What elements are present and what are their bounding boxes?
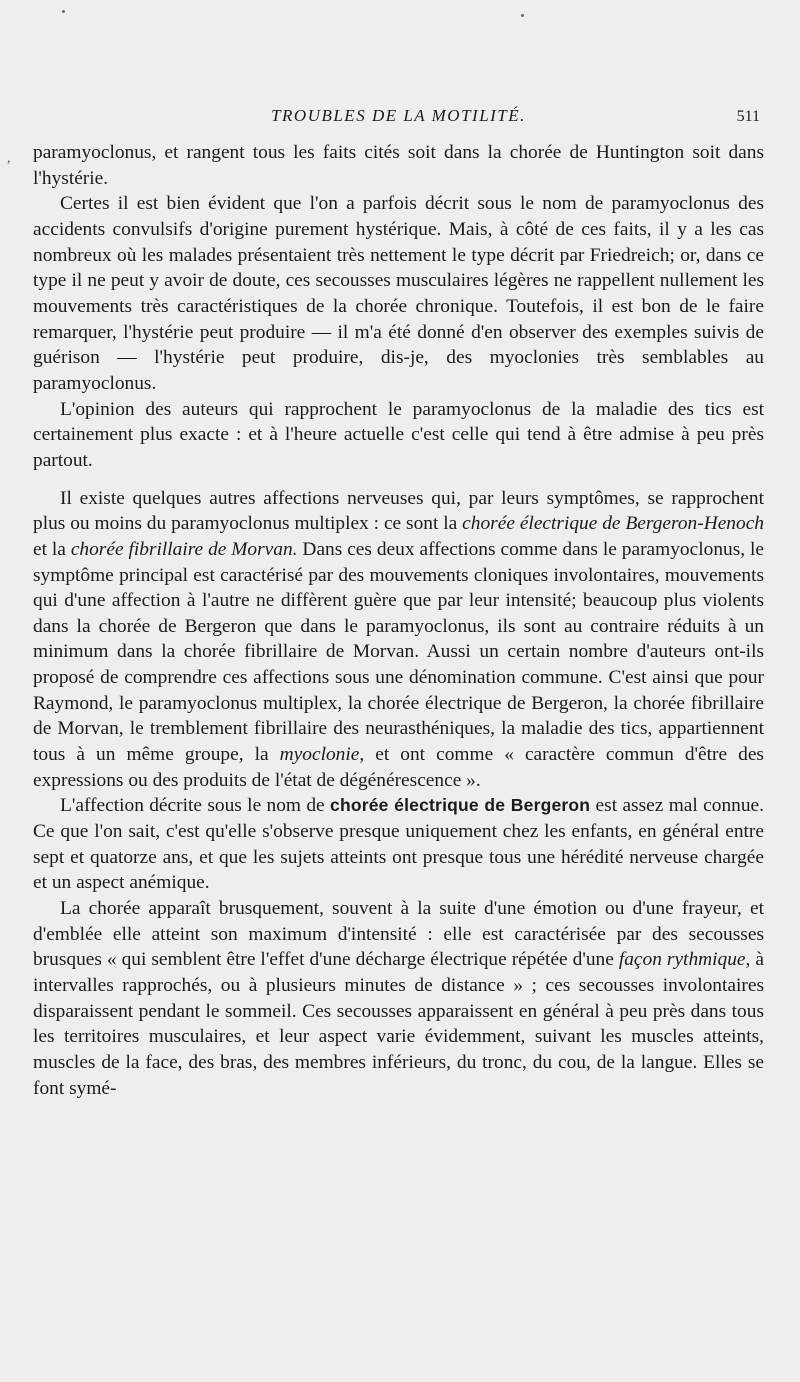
- text-run: paramyoclonus, et rangent tous les faits cités soit dans la chorée de Huntington soit dans l'hystérie.: [33, 142, 764, 189]
- paragraph: [33, 191, 764, 396]
- text-run: Certes il est bien évident que l'on a parfois décrit sous le nom de paramyoclonus des accidents convulsifs d'origine purement hystérique. Mais, à côté de ces faits, il y a les cas nombreux où les malades présentaient très nettement le type décrit par Friedreich; or, dans ce type il ne peut y avoir de doute, ces secousses musculaires légères ne rappellent nullement les mouvements très caractéristiques de la chorée chronique. Toutefois, il est bon de le faire remarquer, l'hystérie peut produire — il m'a été donné d'en observer des exemples suivis de guérison — l'hystérie peut produire, dis-je, des myoclonies très semblables au paramyoclonus.: [33, 193, 764, 394]
- bold-term: chorée électrique de Bergeron: [330, 795, 591, 816]
- paragraph: [33, 896, 764, 1101]
- paper-speck: [521, 14, 524, 17]
- text-run: , et ont comme « caractère commun d'être des expressions ou des produits de l'état de dégénérescence ».: [33, 744, 764, 791]
- paragraph: [33, 140, 764, 191]
- italic-term: chorée électrique de Bergeron-Henoch: [462, 513, 764, 535]
- italic-term: façon rythmique: [618, 949, 746, 971]
- paragraph: [33, 793, 764, 896]
- running-title: TROUBLES DE LA MOTILITÉ.: [271, 106, 526, 125]
- text-run: La chorée apparaît brusquement, souvent à la suite d'une émotion ou d'une frayeur, et d'emblée elle atteint son maximum d'intensité : elle est caractérisée par des secousses brusques « qui semblent être l'effet d'une décharge électrique répétée d'une: [33, 898, 764, 971]
- body-text: [33, 140, 764, 1101]
- paper-speck: [62, 10, 65, 13]
- text-run: Il existe quelques autres affections nerveuses qui, par leurs symptômes, se rapprochent plus ou moins du paramyoclonus multiplex : ce sont la: [33, 487, 764, 535]
- paragraph: [33, 486, 764, 794]
- page-number: 511: [736, 108, 760, 125]
- paragraph: [33, 397, 764, 474]
- italic-term: chorée fibrillaire de Morvan.: [70, 538, 298, 560]
- text-run: est assez mal connue. Ce que l'on sait, c'est qu'elle s'observe presque uniquement chez les enfants, en général entre sept et quatorze ans, et que les sujets atteints ont presque tous une hérédité nerveuse chargée et un aspect anémique.: [33, 795, 764, 894]
- page-header: [33, 104, 764, 130]
- text-run: , à intervalles rapprochés, ou à plusieurs minutes de distance » ; ces secousses involontaires disparaissent pendant le sommeil. Ces secousses apparaissent en général à peu près dans tous les territoires musculaires, et leur aspect varie évidemment, suivant les muscles atteints, muscles de la face, des bras, des membres inférieurs, du tronc, du cou, de la langue. Elles se font symé-: [33, 949, 764, 1099]
- text-run: Dans ces deux affections comme dans le paramyoclonus, le symptôme principal est caractérisé par des mouvements cloniques involontaires, mouvements qui d'une affection à l'autre ne diffèrent guère que par leur intensité; beaucoup plus violents dans la chorée de Bergeron que dans le paramyoclonus, ils sont au contraire réduits à un minimum dans la chorée fibrillaire de Morvan. Aussi un certain nombre d'auteurs ont-ils proposé de comprendre ces affections sous une dénomination commune. C'est ainsi que pour Raymond, le paramyoclonus multiplex, la chorée électrique de Bergeron, la chorée fibrillaire de Morvan, le tremblement fibrillaire des neurasthéniques, la maladie des tics, appartiennent tous à un même groupe, la: [33, 538, 764, 766]
- margin-mark: ,: [7, 151, 11, 166]
- italic-term: myoclonie: [279, 744, 360, 766]
- text-run: L'opinion des auteurs qui rapprochent le paramyoclonus de la maladie des tics est certainement plus exacte : et à l'heure actuelle c'est celle qui tend à être admise à peu près partout.: [33, 398, 764, 471]
- text-run: L'affection décrite sous le nom de: [60, 795, 331, 817]
- text-run: et la: [33, 538, 71, 560]
